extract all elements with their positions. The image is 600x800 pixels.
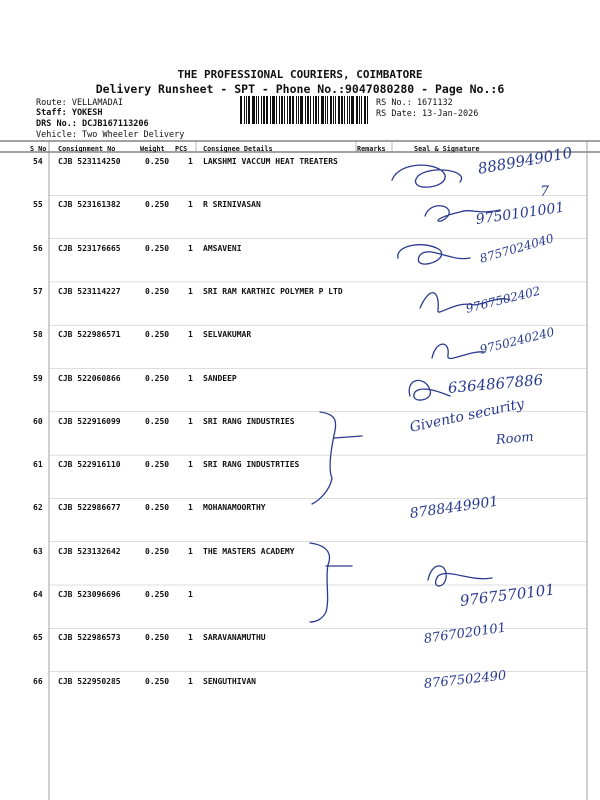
handwritten-phone: 9767502402	[464, 283, 542, 316]
row-weight: 0.250	[145, 243, 170, 253]
row-pcs: 1	[188, 546, 193, 556]
row-pcs: 1	[188, 373, 193, 383]
row-sno: 66	[33, 676, 43, 686]
row-pcs: 1	[188, 590, 193, 599]
row-consignee: THE MASTERS ACADEMY	[203, 546, 295, 556]
row-sno: 61	[33, 460, 43, 470]
row-weight: 0.250	[145, 590, 170, 599]
row-pcs: 1	[188, 243, 193, 253]
col-weight: Weight	[140, 145, 165, 153]
row-consignment: CJB 523176665	[58, 243, 121, 253]
row-sno: 54	[33, 157, 43, 166]
row-pcs: 1	[188, 503, 193, 513]
row-consignee: MOHANAMOORTHY	[203, 503, 266, 513]
handwritten-note: 7	[540, 184, 549, 200]
row-consignment: CJB 523114250	[58, 157, 121, 166]
handwritten-phone: 8788449901	[408, 493, 500, 522]
row-consignment: CJB 522986573	[58, 633, 121, 643]
handwritten-phone: 9750240240	[478, 324, 556, 357]
row-consignment: CJB 523096696	[58, 590, 121, 599]
rs-number: RS No.: 1671132	[376, 98, 453, 108]
row-weight: 0.250	[145, 286, 170, 296]
row-consignment: CJB 522986571	[58, 330, 121, 340]
col-remarks: Remarks	[357, 145, 386, 153]
row-pcs: 1	[188, 416, 193, 426]
row-consignment: CJB 523132642	[58, 546, 121, 556]
row-consignee: SELVAKUMAR	[203, 330, 252, 340]
row-pcs: 1	[188, 200, 193, 210]
handwritten-phone: 9767570101	[458, 580, 556, 610]
row-weight: 0.250	[145, 546, 170, 556]
col-consignee: Consignee Details	[203, 145, 273, 153]
col-sno: S No	[30, 145, 47, 153]
handwritten-phone: 8767020101	[422, 620, 507, 647]
row-consignee: SENGUTHIVAN	[203, 676, 256, 686]
row-pcs: 1	[188, 460, 193, 470]
col-consignment: Consignment No	[58, 145, 116, 153]
row-weight: 0.250	[145, 330, 170, 340]
company-title: THE PROFESSIONAL COURIERS, COIMBATORE	[177, 68, 423, 81]
row-consignee: SARAVANAMUTHU	[203, 633, 266, 643]
rs-date: RS Date: 13-Jan-2026	[376, 109, 479, 119]
row-consignment: CJB 522986677	[58, 503, 121, 513]
handwritten-phone: 6364867886	[447, 370, 544, 397]
row-sno: 64	[33, 590, 43, 599]
row-sno: 57	[33, 286, 43, 296]
row-consignment: CJB 523161382	[58, 200, 121, 210]
row-sno: 63	[33, 546, 43, 556]
row-consignee: AMSAVENI	[203, 243, 242, 253]
row-consignee: LAKSHMI VACCUM HEAT TREATERS	[203, 157, 338, 166]
row-weight: 0.250	[145, 373, 170, 383]
row-consignee: SRI RANG INDUSTRTIES	[203, 460, 300, 470]
row-pcs: 1	[188, 157, 193, 166]
row-consignee: SRI RAM KARTHIC POLYMER P LTD	[203, 286, 343, 296]
row-sno: 55	[33, 200, 43, 210]
row-consignment: CJB 523114227	[58, 286, 121, 296]
row-weight: 0.250	[145, 633, 170, 643]
row-pcs: 1	[188, 633, 193, 643]
row-weight: 0.250	[145, 676, 170, 686]
row-consignment: CJB 522916099	[58, 416, 121, 426]
handwritten-note: Room	[495, 429, 535, 448]
row-sno: 60	[33, 416, 43, 426]
row-pcs: 1	[188, 330, 193, 340]
row-weight: 0.250	[145, 416, 170, 426]
row-weight: 0.250	[145, 157, 170, 166]
col-seal: Seal & Signature	[414, 145, 480, 153]
drs-number: DRS No.: DCJB167113206	[36, 119, 149, 129]
row-sno: 62	[33, 503, 43, 513]
handwritten-phone: 9750101001	[474, 199, 566, 228]
row-weight: 0.250	[145, 200, 170, 210]
row-pcs: 1	[188, 676, 193, 686]
row-sno: 65	[33, 633, 43, 643]
handwritten-note: Givento security	[408, 395, 526, 436]
row-sno: 59	[33, 373, 43, 383]
row-consignment: CJB 522916110	[58, 460, 121, 470]
row-consignment: CJB 522060866	[58, 373, 121, 383]
runsheet-title: Delivery Runsheet - SPT - Phone No.:9047080280 - Page No.:6	[95, 82, 505, 96]
staff-label: Staff: YOKESH	[36, 108, 103, 118]
row-sno: 58	[33, 330, 43, 340]
row-consignee: SRI RANG INDUSTRIES	[203, 416, 295, 426]
row-consignee: SANDEEP	[203, 373, 237, 383]
row-weight: 0.250	[145, 503, 170, 513]
handwritten-phone: 8889949010	[476, 143, 574, 178]
handwritten-phone: 8767502490	[423, 668, 508, 692]
row-pcs: 1	[188, 286, 193, 296]
row-consignee: R SRINIVASAN	[203, 200, 261, 210]
route-label: Route: VELLAMADAI	[36, 98, 123, 108]
row-consignment: CJB 522950285	[58, 676, 121, 686]
handwritten-phone: 8757024040	[478, 231, 556, 266]
col-pcs: PCS	[175, 145, 188, 153]
row-weight: 0.250	[145, 460, 170, 470]
vehicle-label: Vehicle: Two Wheeler Delivery	[36, 130, 185, 140]
row-sno: 56	[33, 243, 43, 253]
